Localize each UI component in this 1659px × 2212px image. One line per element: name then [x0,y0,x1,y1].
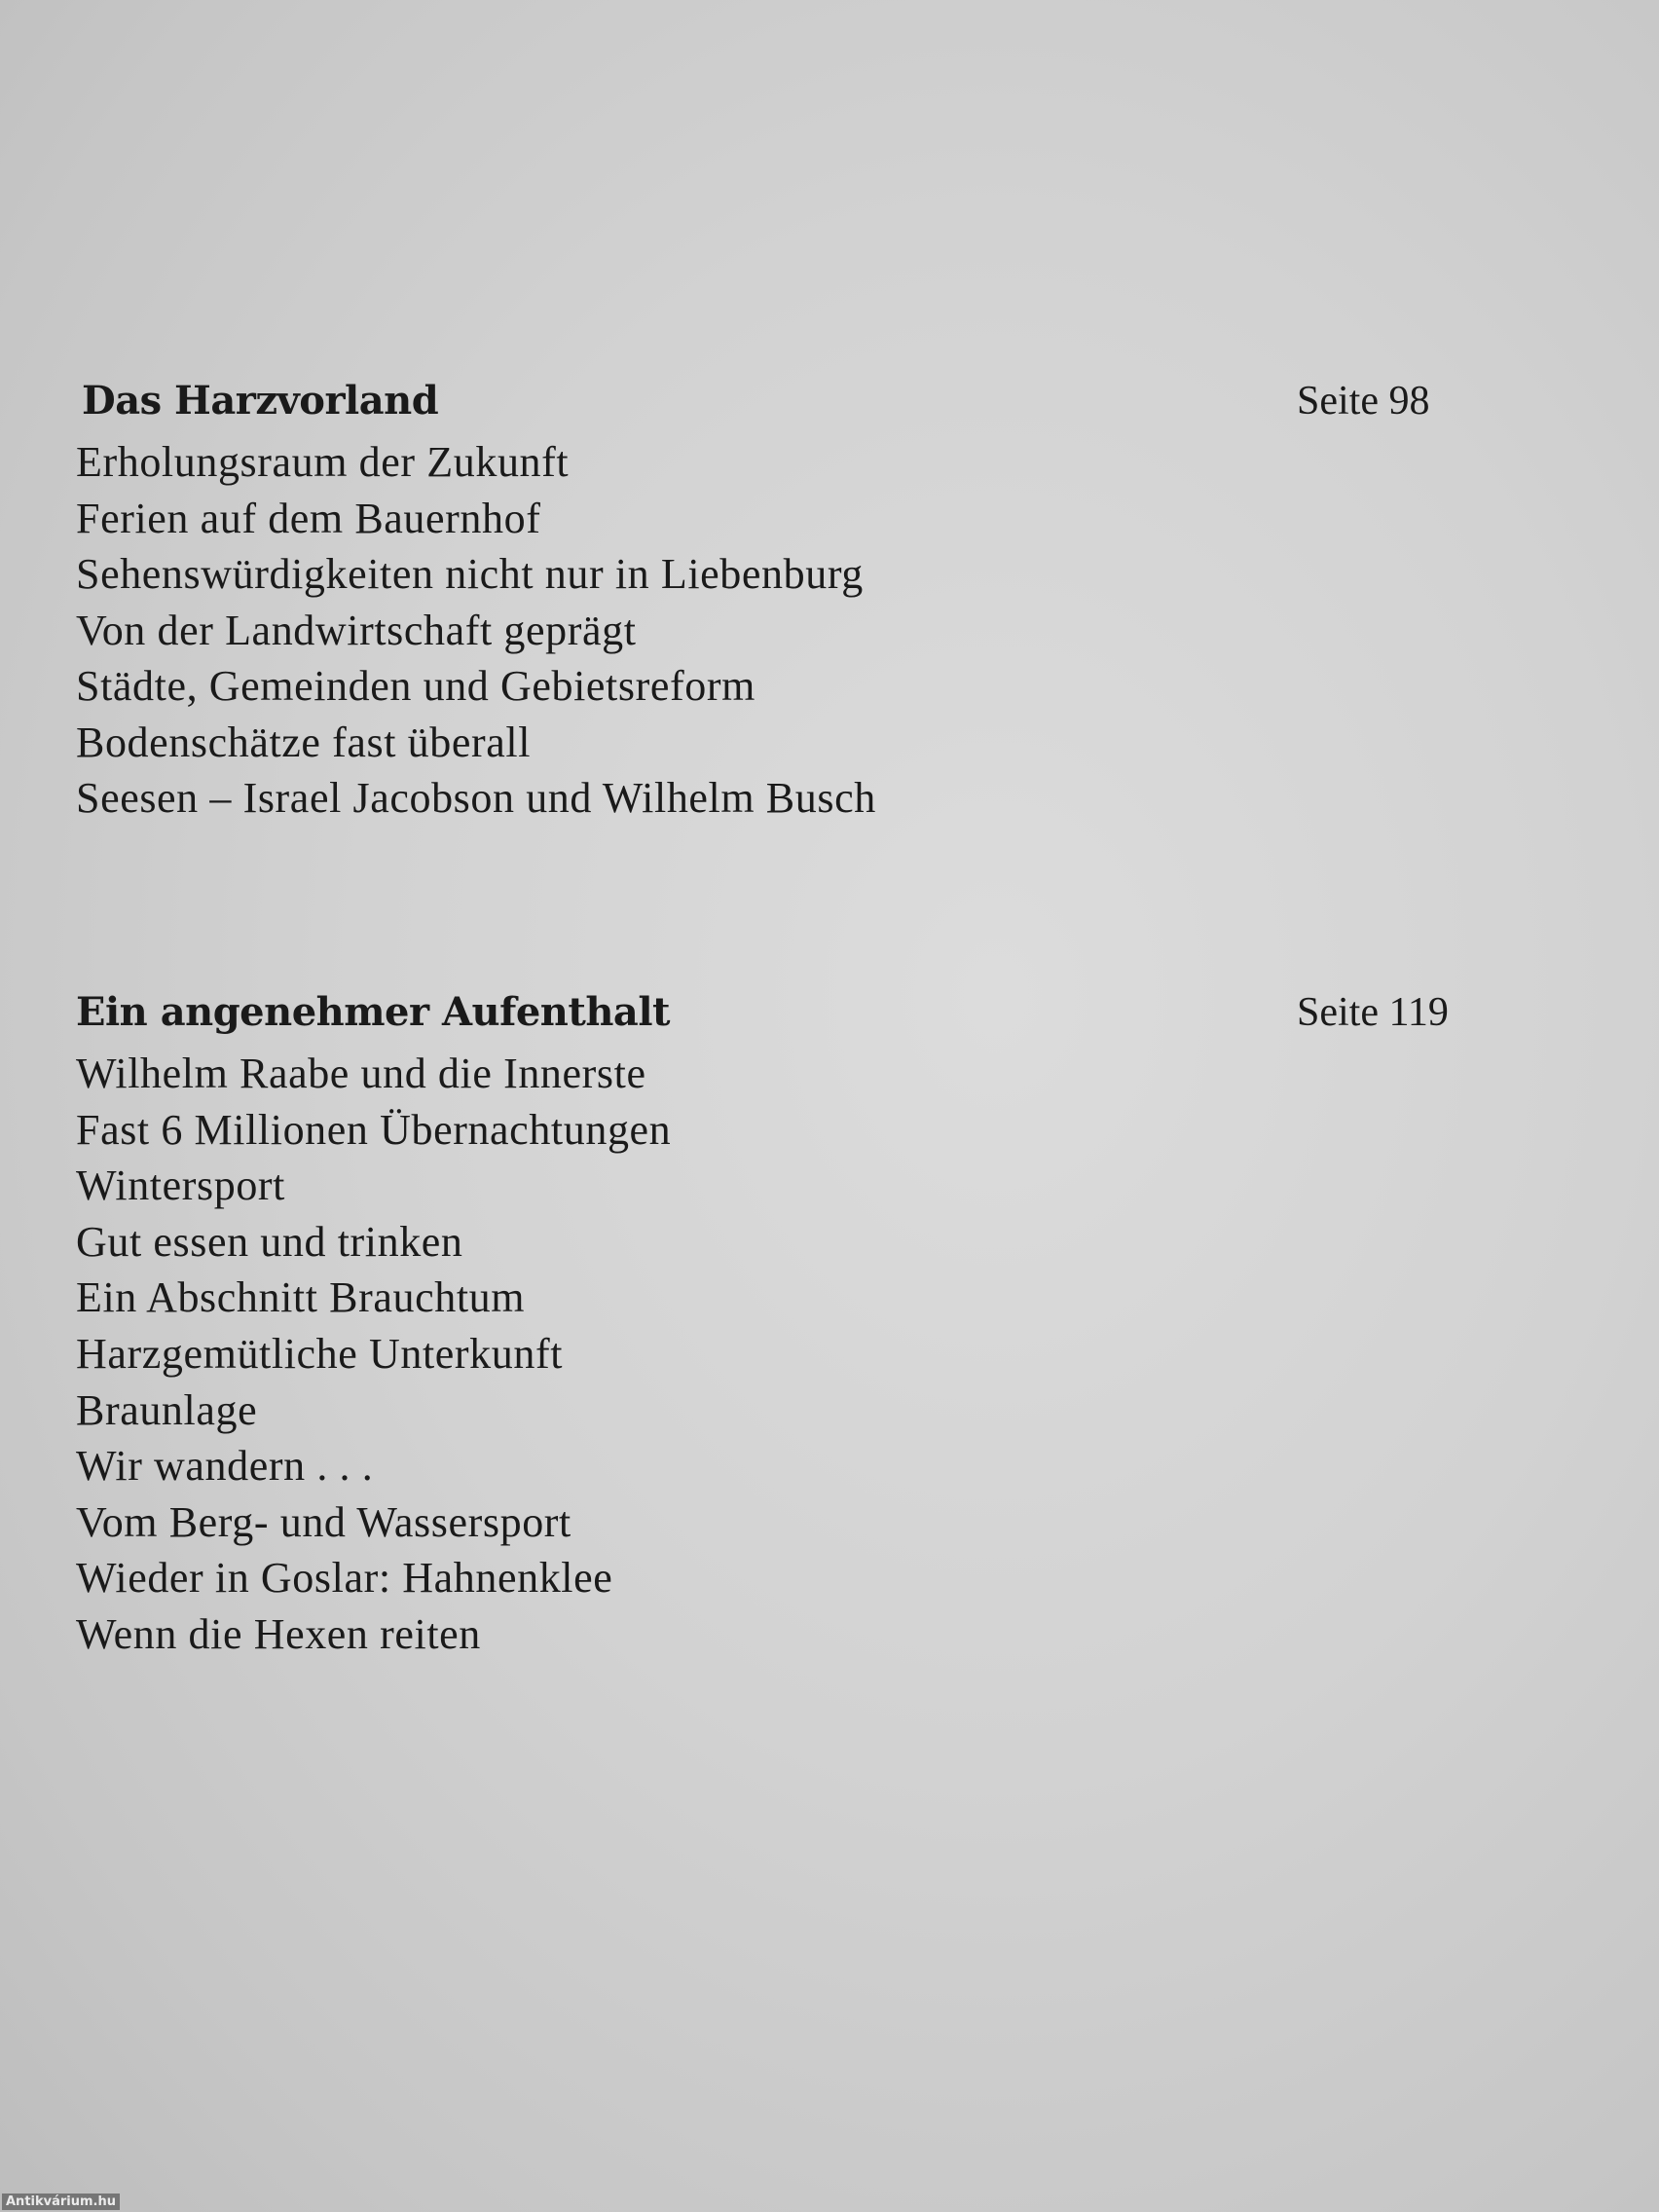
list-item: Sehenswürdigkeiten nicht nur in Liebenburg [76,550,864,598]
list-item: Harzgemütliche Unterkunft [76,1329,564,1378]
watermark: Antikvárium.hu [2,2194,120,2210]
page-reference: Seite 98 [1297,379,1430,424]
list-item: Ferien auf dem Bauernhof [76,494,541,542]
toc-section-harzvorland [76,372,1488,827]
section-heading-row [76,983,1488,1042]
section-item-list [76,1046,1488,1663]
list-item: Erholungsraum der Zukunft [76,438,570,486]
list-item: Wilhelm Raabe und die Innerste [76,1050,646,1097]
section-heading: Ein angenehmer Aufenthalt [76,989,670,1035]
list-item: Vom Berg- und Wassersport [76,1497,571,1546]
toc-section-aufenthalt [76,983,1488,1663]
list-item: Seesen – Israel Jacobson und Wilhelm Busch [76,774,876,822]
list-item: Ein Abschnitt Brauchtum [76,1273,526,1322]
list-item: Wir wandern . . . [76,1442,374,1491]
list-item: Gut essen und trinken [76,1217,463,1266]
list-item: Städte, Gemeinden und Gebietsreform [76,662,756,710]
list-item: Wenn die Hexen reiten [76,1609,481,1658]
section-item-list [76,434,1488,827]
page-reference: Seite 119 [1297,990,1449,1035]
list-item: Wieder in Goslar: Hahnenklee [76,1554,613,1603]
section-heading: Das Harzvorland [82,378,439,424]
list-item: Fast 6 Millionen Übernachtungen [76,1105,672,1154]
list-item: Bodenschätze fast überall [76,718,532,766]
list-item: Braunlage [76,1385,258,1434]
list-item: Wintersport [76,1161,285,1210]
section-heading-row [76,372,1488,430]
list-item: Von der Landwirtschaft geprägt [76,606,637,654]
